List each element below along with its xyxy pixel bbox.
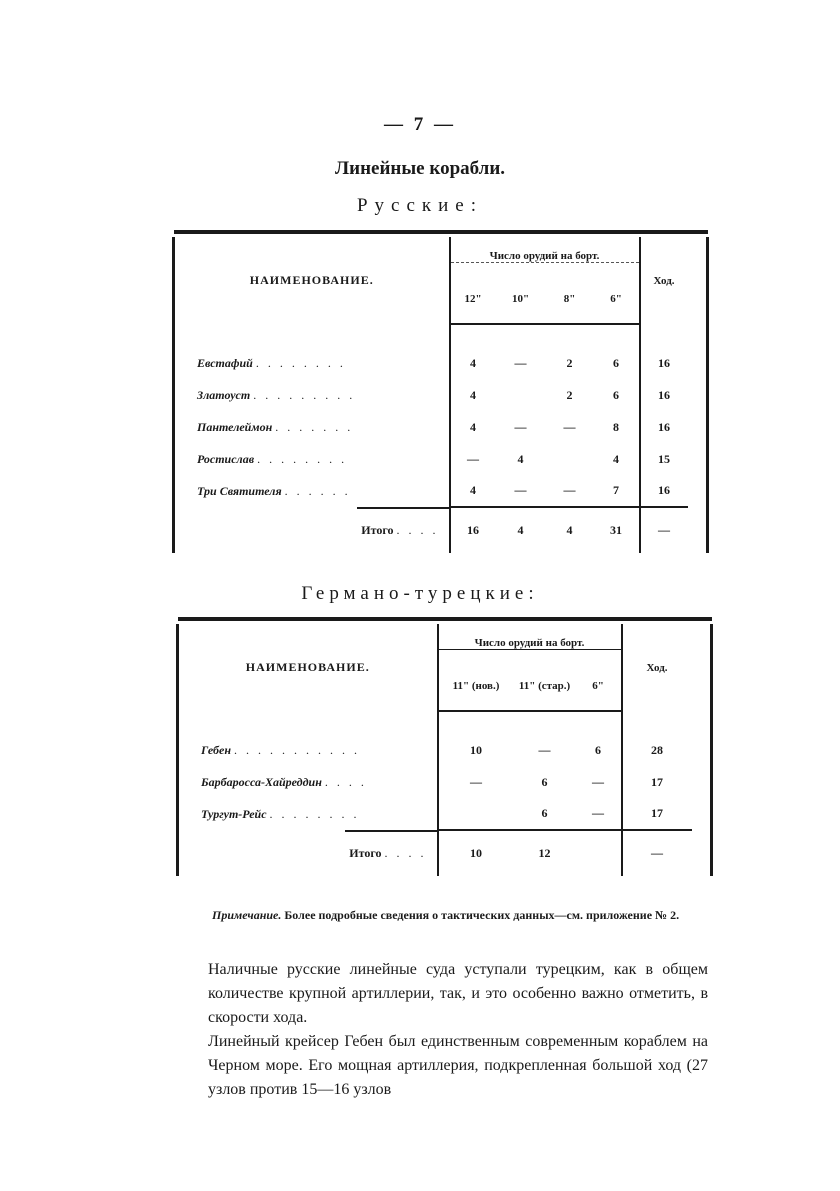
russian-header-name: НАИМЕНОВАНИЕ. xyxy=(174,237,450,324)
gun-count: — xyxy=(470,774,482,789)
total-count xyxy=(576,830,622,876)
ship-name: Три Святителя xyxy=(197,483,282,498)
gun-count: 6 xyxy=(541,774,548,789)
gun-count: 4 xyxy=(470,483,476,497)
footnote-text: Более подробные сведения о тактических данных—см. приложение № 2. xyxy=(284,908,680,922)
total-count: 4 xyxy=(546,507,594,553)
gun-count: — xyxy=(514,355,527,370)
table-row: Тургут-Рейс . . . . . . . . 6 — 17 xyxy=(178,798,712,830)
gun-count: 4 xyxy=(613,451,619,466)
paragraph: Наличные русские линейные суда уступали турецким, как в общем количестве крупной артиллерии, так, и это особенно важно отметить, в скорости хода. xyxy=(208,961,708,1026)
ship-speed: 16 xyxy=(640,347,688,379)
gun-count: 10 xyxy=(470,742,482,757)
ship-speed: 15 xyxy=(640,443,688,475)
total-label: Итого xyxy=(361,522,394,537)
gun-count xyxy=(546,443,594,475)
gt-header-name: НАИМЕНОВАНИЕ. xyxy=(178,624,438,711)
gun-count xyxy=(438,798,514,830)
gun-count: 4 xyxy=(470,387,476,402)
gun-count: — xyxy=(592,774,604,789)
table-row: Барбаросса-Хайреддин . . . . — 6 — 17 xyxy=(178,766,712,798)
ship-name: Барбаросса-Хайреддин xyxy=(201,774,322,789)
russian-header-speed: Ход. xyxy=(640,237,688,324)
total-speed: — xyxy=(640,507,688,553)
gt-caliber-3: 6" xyxy=(576,662,622,711)
total-count: 4 xyxy=(496,507,546,553)
gun-count: 4 xyxy=(470,355,476,370)
gun-count: — xyxy=(563,419,576,434)
table-row: Златоуст . . . . . . . . . 4 2 6 16 xyxy=(174,379,708,411)
footnote xyxy=(212,905,712,925)
gun-count: 6 xyxy=(613,355,619,370)
total-count: 12 xyxy=(514,830,576,876)
gun-count: — xyxy=(467,451,479,466)
ship-speed: 17 xyxy=(622,766,692,798)
ship-name: Ростислав xyxy=(197,451,255,466)
ship-name: Гебен xyxy=(201,742,232,757)
ship-speed: 16 xyxy=(640,475,688,507)
table-row: Ростислав . . . . . . . . — 4 4 15 xyxy=(174,443,708,475)
section-title: Линейные корабли. xyxy=(334,158,506,179)
total-count: 10 xyxy=(438,830,514,876)
ship-name: Пантелеймон xyxy=(197,419,273,434)
ship-name: Златоуст xyxy=(197,387,251,402)
table-row: Три Святителя . . . . . . 4 — — 7 16 xyxy=(174,475,708,507)
ship-speed: 28 xyxy=(622,734,692,766)
gun-count: — xyxy=(514,419,527,434)
gun-count: 4 xyxy=(470,419,476,434)
gun-count: 7 xyxy=(613,483,619,497)
gun-count: — xyxy=(514,483,527,497)
table-row: Евстафий . . . . . . . . 4 — 2 6 16 xyxy=(174,347,708,379)
gt-caliber-2: 11" (стар.) xyxy=(514,662,576,711)
table-row: Пантелеймон . . . . . . . 4 — — 8 16 xyxy=(174,411,708,443)
ship-speed: 17 xyxy=(622,798,692,830)
gun-count: 6 xyxy=(595,742,601,757)
ship-name: Евстафий xyxy=(197,355,253,370)
gun-count: 8 xyxy=(613,419,619,434)
ship-speed: 16 xyxy=(640,411,688,443)
total-speed: — xyxy=(622,830,692,876)
gun-count: 4 xyxy=(517,451,524,466)
gun-count: 2 xyxy=(566,387,573,402)
russian-header-guns: Число орудий на борт. xyxy=(451,250,639,263)
german-turkish-title: Германо-турецкие: xyxy=(301,583,539,604)
paragraph: Линейный крейсер Гебен был единственным современным кораблем на Черном море. Его мощная артиллерия, подкрепленная большой ход (27 узлов против 15—16 узлов xyxy=(208,1033,708,1098)
russian-caliber-2: 10" xyxy=(496,275,546,324)
gun-count: — xyxy=(538,742,551,757)
page-number: — 7 — xyxy=(384,114,456,135)
total-row: Итого . . . . 10 12 — xyxy=(178,830,712,876)
german-turkish-table xyxy=(176,617,710,876)
ship-name: Тургут-Рейс xyxy=(201,806,267,821)
table-row: Гебен . . . . . . . . . . . 10 — 6 28 xyxy=(178,734,712,766)
russian-title: Русские: xyxy=(356,195,484,216)
gun-count: 2 xyxy=(566,355,573,370)
gun-count xyxy=(496,379,546,411)
gun-count: 6 xyxy=(613,387,619,402)
gt-header-speed: Ход. xyxy=(622,624,692,711)
russian-table xyxy=(172,230,706,553)
total-count: 16 xyxy=(450,507,496,553)
footnote-label: Примечание. xyxy=(212,908,282,922)
gt-caliber-1: 11" (нов.) xyxy=(438,662,514,711)
gun-count: — xyxy=(592,806,604,820)
ship-speed: 16 xyxy=(640,379,688,411)
body-text xyxy=(208,958,708,1102)
russian-caliber-3: 8" xyxy=(546,275,594,324)
gun-count: — xyxy=(563,483,576,497)
russian-caliber-1: 12" xyxy=(450,275,496,324)
total-row: Итого . . . . 16 4 4 31 — xyxy=(174,507,708,553)
russian-caliber-4: 6" xyxy=(594,275,640,324)
total-count: 31 xyxy=(594,507,640,553)
gun-count: 6 xyxy=(541,806,548,820)
gt-header-guns: Число орудий на борт. xyxy=(439,637,621,650)
total-label: Итого xyxy=(349,845,382,860)
